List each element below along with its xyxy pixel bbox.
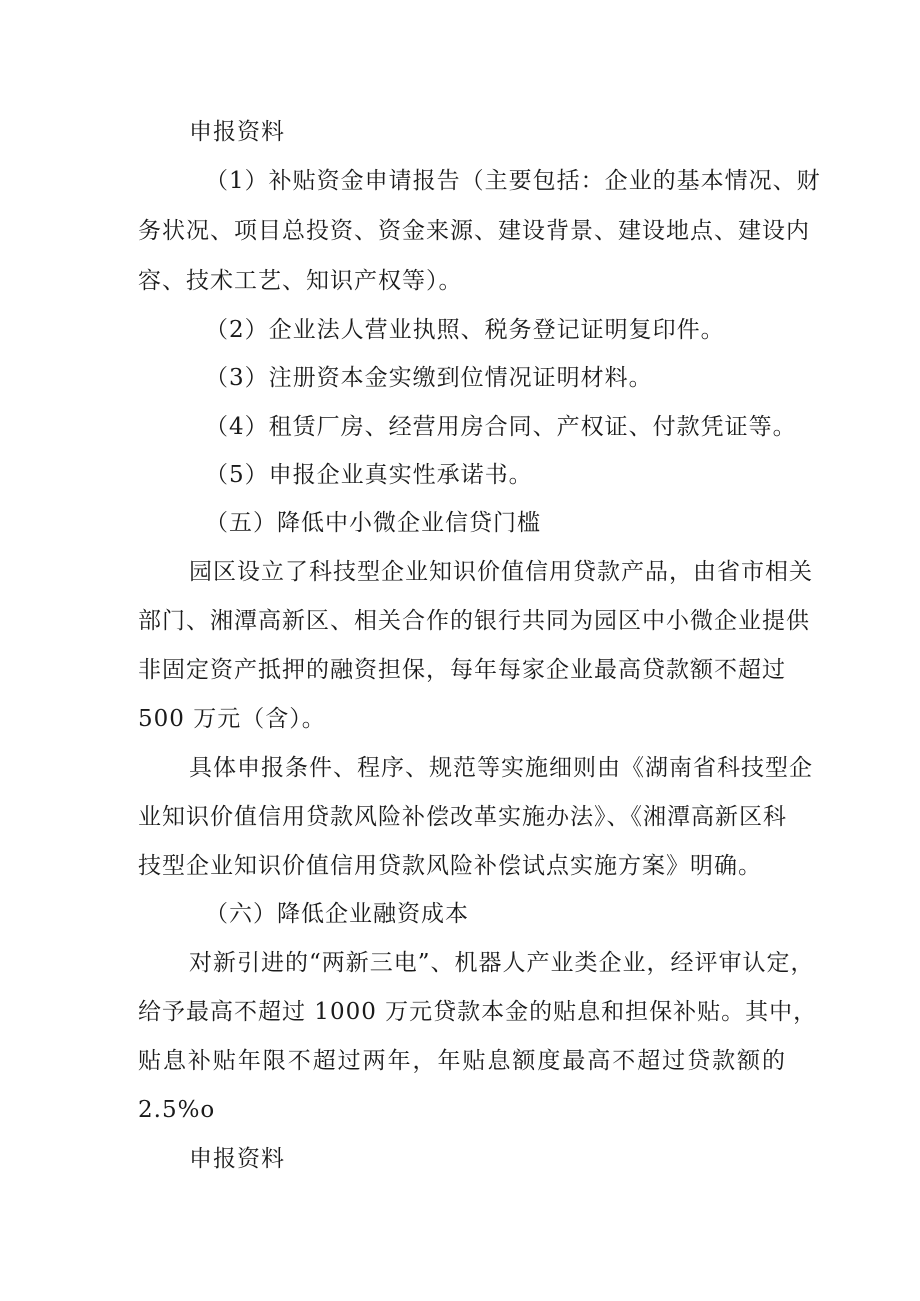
paragraph-1-line-2: 部门、湘潭高新区、相关合作的银行共同为园区中小微企业提供 bbox=[138, 608, 810, 634]
list-item-5: （5）申报企业真实性承诺书。 bbox=[205, 462, 533, 488]
paragraph-3-line-2: 给予最高不超过 1000 万元贷款本金的贴息和担保补贴。其中， bbox=[138, 999, 818, 1025]
paragraph-1-line-3: 非固定资产抵押的融资担保，每年每家企业最高贷款额不超过 bbox=[138, 657, 786, 683]
paragraph-1-line-1: 园区设立了科技型企业知识价值信用贷款产品，由省市相关 bbox=[189, 559, 813, 585]
section-title-5: （五）降低中小微企业信贷门槛 bbox=[205, 510, 541, 536]
section-title-6: （六）降低企业融资成本 bbox=[205, 901, 469, 927]
list-item-1-line-3: 容、技术工艺、知识产权等）。 bbox=[138, 268, 463, 294]
paragraph-2-line-2: 业知识价值信用贷款风险补偿改革实施办法》、《湘潭高新区科 bbox=[138, 804, 787, 830]
paragraph-2-line-1: 具体申报条件、程序、规范等实施细则由《湖南省科技型企 bbox=[189, 755, 813, 781]
section-heading: 申报资料 bbox=[189, 119, 285, 145]
paragraph-2-line-3: 技型企业知识价值信用贷款风险补偿试点实施方案》明确。 bbox=[138, 853, 762, 879]
paragraph-3-line-1: 对新引进的“两新三电”、机器人产业类企业，经评审认定， bbox=[189, 950, 815, 976]
list-item-2: （2）企业法人营业执照、税务登记证明复印件。 bbox=[205, 317, 725, 343]
paragraph-3-line-3: 贴息补贴年限不超过两年，年贴息额度最高不超过贷款额的 bbox=[138, 1048, 786, 1074]
list-item-3: （3）注册资本金实缴到位情况证明材料。 bbox=[205, 365, 653, 391]
paragraph-1-line-4: 500 万元（含）。 bbox=[138, 706, 326, 732]
paragraph-3-line-4: 2.5%o bbox=[138, 1097, 216, 1123]
list-item-1-line-2: 务状况、项目总投资、资金来源、建设背景、建设地点、建设内 bbox=[138, 218, 810, 244]
list-item-1-line-1: （1）补贴资金申请报告（主要包括：企业的基本情况、财 bbox=[205, 168, 821, 194]
section-heading: 申报资料 bbox=[189, 1146, 285, 1172]
list-item-4: （4）租赁厂房、经营用房合同、产权证、付款凭证等。 bbox=[205, 414, 797, 440]
